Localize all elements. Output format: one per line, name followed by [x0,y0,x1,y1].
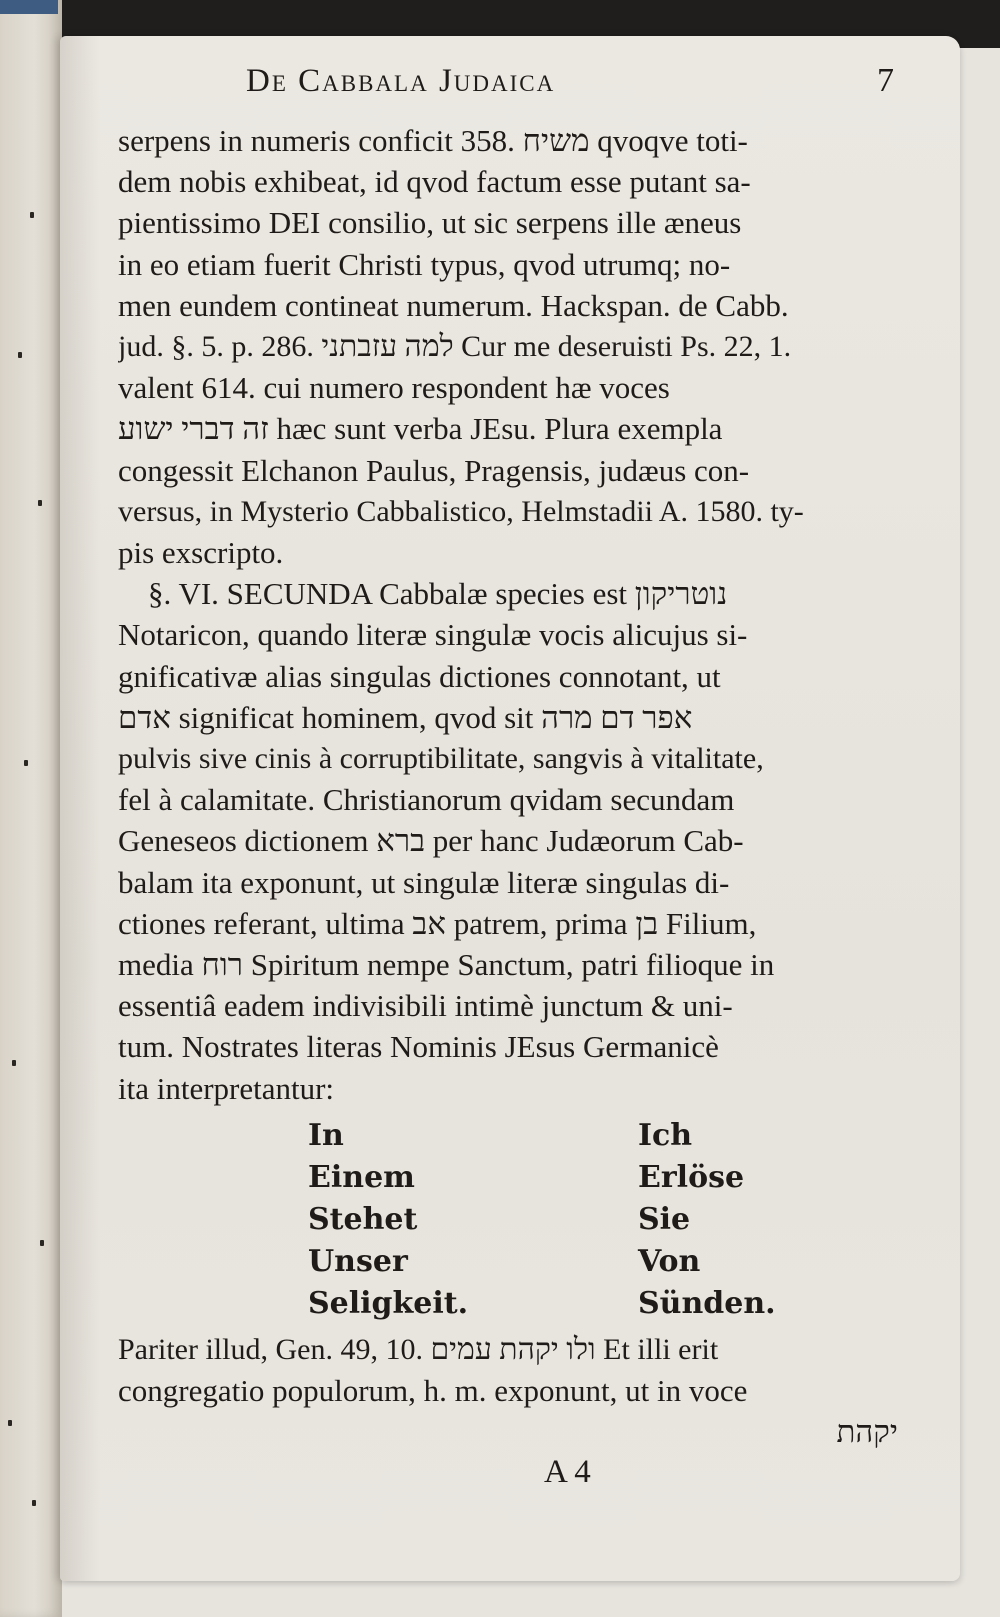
signature-mark: A 4 [544,1454,591,1491]
acrostic-left-word: Seligkeit. [308,1285,469,1321]
text-line: fel à calamitate. Christianorum qvidam secundam [118,782,735,818]
text-line: gnificativæ alias singulas dictiones connotant, ut [118,658,721,694]
body-text-after-table [118,1329,938,1453]
text-line: essentiâ eadem indivisibili intimè junctum & uni- [118,988,733,1024]
text-line: Notaricon, quando literæ singulæ vocis alicujus si- [118,617,748,653]
color-calibration-tab [0,0,58,14]
book-page [60,36,960,1581]
text-line: in eo etiam fuerit Christi typus, qvod utrumq; no- [118,246,731,282]
acrostic-left-word: Einem [308,1159,415,1195]
text-line: dem nobis exhibeat, id qvod factum esse putant sa- [118,164,751,200]
text-line: men eundem contineat numerum. Hackspan. de Cabb. [118,287,789,323]
text-line: balam ita exponunt, ut singulæ literæ singulas di- [118,864,730,900]
text-line: versus, in Mysterio Cabbalistico, Helmstadii A. 1580. ty- [118,494,804,528]
running-header [118,46,938,104]
text-line: זה דברי ישוע hæc sunt verba JEsu. Plura exempla [118,411,723,447]
text-line: Geneseos dictionem ברא per hanc Judæorum Cab- [118,823,744,859]
german-acrostic-table [308,1115,938,1325]
text-line: Pariter illud, Gen. 49, 10. ולו יקהת עמים Et illi erit [118,1332,719,1366]
page-text [118,46,938,1492]
text-line: jud. §. 5. p. 286. למה עזבתני Cur me deseruisti Ps. 22, 1. [118,330,792,364]
text-line: tum. Nostrates literas Nominis JEsus Germanicè [118,1029,719,1065]
text-line: אדם significat hominem, qvod sit אפר דם מרה [118,699,693,735]
previous-page-edge [0,0,62,1617]
page-number: 7 [877,62,896,99]
acrostic-right-word: Sie [638,1201,691,1237]
catchword: יקהת [836,1414,898,1450]
text-line: ctiones referant, ultima אב patrem, prima בן Filium, [118,905,757,941]
text-line: congregatio populorum, h. m. exponunt, ut in voce [118,1373,748,1409]
text-line: ita interpretantur: [118,1070,335,1106]
acrostic-right-word: Erlöse [638,1159,745,1195]
acrostic-right-word: Von [638,1243,701,1279]
section-heading-line: §. VI. SECUNDA Cabbalæ species est נוטריקון [148,576,728,612]
acrostic-left-word: Stehet [308,1201,418,1237]
body-text [118,120,938,1109]
text-line: pis exscripto. [118,535,284,571]
acrostic-left-word: Unser [308,1243,408,1279]
running-title: De Cabbala Judaica [246,63,556,99]
text-line: congessit Elchanon Paulus, Pragensis, judæus con- [118,452,750,488]
text-line: valent 614. cui numero respondent hæ voces [118,370,670,406]
acrostic-left-word: In [308,1117,344,1153]
text-line: serpens in numeris conficit 358. משיח qvoqve toti- [118,123,748,158]
acrostic-right-word: Sünden. [638,1285,776,1321]
text-line: pulvis sive cinis à corruptibilitate, sangvis à vitalitate, [118,742,764,776]
acrostic-right-word: Ich [638,1117,693,1153]
text-line: media רוח Spiritum nempe Sanctum, patri filioque in [118,947,775,983]
text-line: pientissimo DEI consilio, ut sic serpens ille æneus [118,205,742,241]
